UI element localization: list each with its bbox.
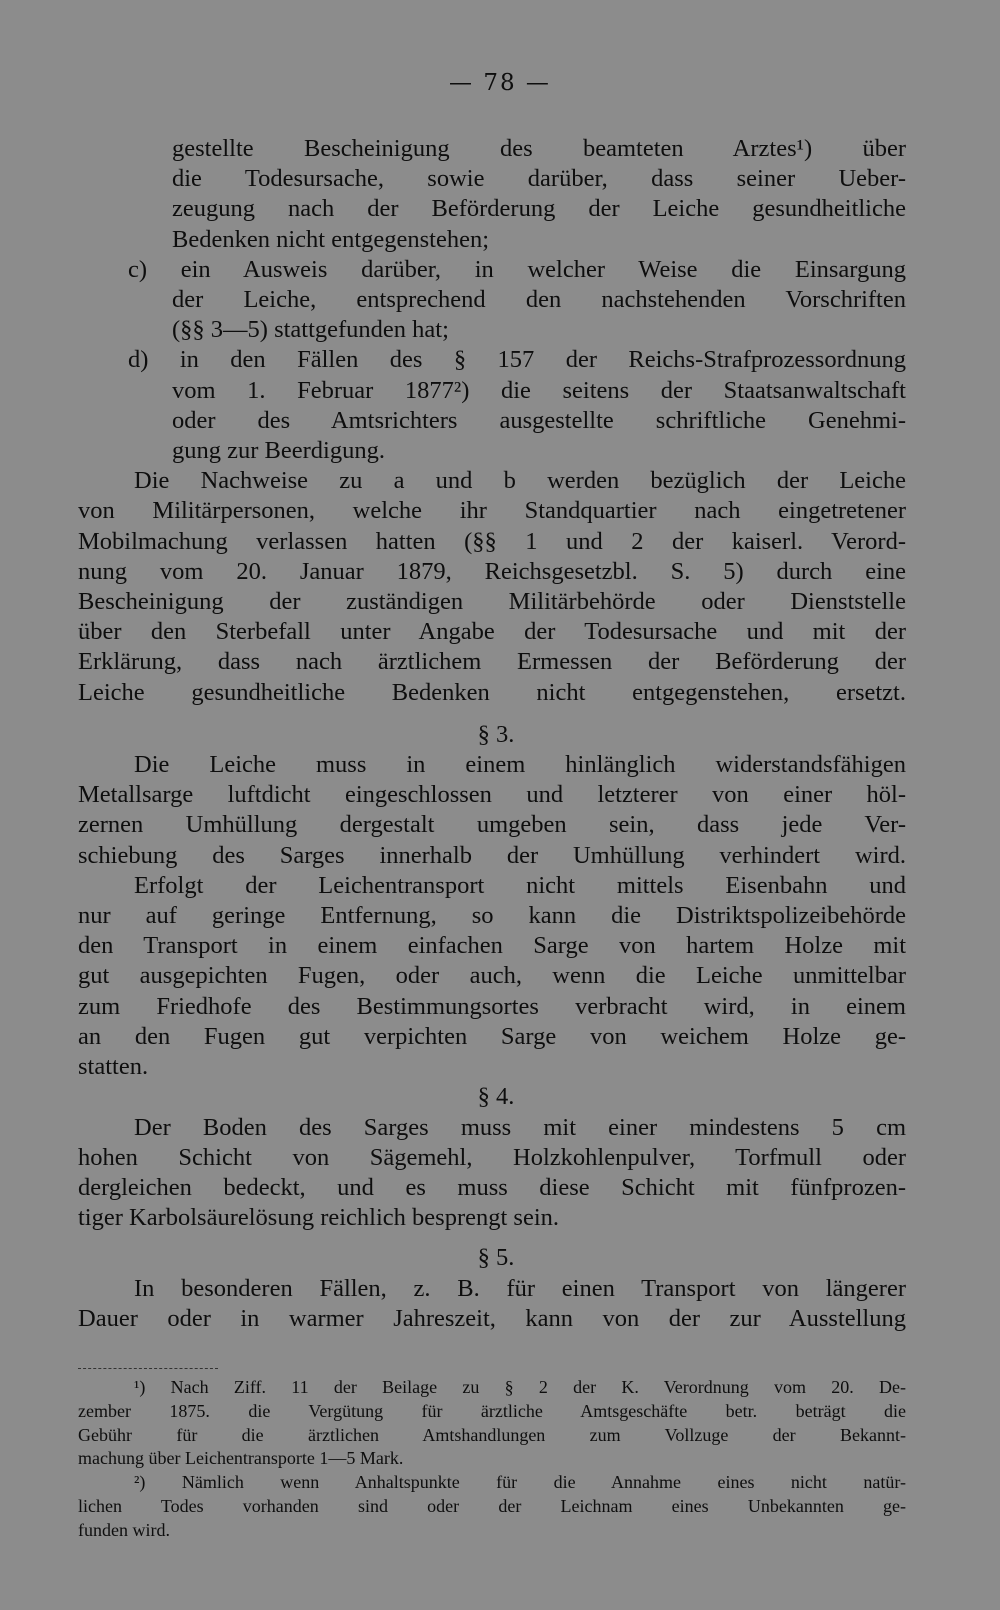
text-line: von Militärpersonen, welche ihr Standquartier nach eingetretener <box>78 497 906 525</box>
text-line: Erklärung, dass nach ärztlichem Ermessen der Beförderung der <box>78 648 906 676</box>
text-line: gestellte Bescheinigung des beamteten Arztes¹) über <box>172 135 906 162</box>
text-line: nur auf geringe Entfernung, so kann die Distriktspolizeibehörde <box>78 902 906 930</box>
footnote-line: funden wird. <box>78 1519 170 1540</box>
text-line: (§§ 3—5) stattgefunden hat; <box>172 316 449 344</box>
text-line: gut ausgepichten Fugen, oder auch, wenn die Leiche unmittelbar <box>78 962 906 990</box>
text-line: hohen Schicht von Sägemehl, Holzkohlenpulver, Torfmull oder <box>78 1143 906 1171</box>
text-line: der Leiche, entsprechend den nachstehenden Vorschriften <box>172 286 906 314</box>
text-line: dergleichen bedeckt, und es muss diese Schicht mit fünfprozen- <box>78 1173 906 1201</box>
text-line: c) ein Ausweis darüber, in welcher Weise die Einsargung <box>128 255 906 283</box>
text-line: Metallsarge luftdicht eingeschlossen und letzterer von einer höl- <box>78 781 906 809</box>
text-line: nung vom 20. Januar 1879, Reichsgesetzbl. S. 5) durch eine <box>78 557 906 585</box>
text-line: Die Nachweise zu a und b werden bezüglich der Leiche <box>134 467 906 495</box>
text-line: Der Boden des Sarges muss mit einer mindestens 5 cm <box>134 1113 906 1141</box>
footnote-line: ²) Nämlich wenn Anhaltspunkte für die Annahme eines nicht natür- <box>134 1472 906 1493</box>
text-line: Dauer oder in warmer Jahreszeit, kann von der zur Ausstellung <box>78 1304 906 1332</box>
text-line: gung zur Beerdigung. <box>172 437 385 465</box>
text-line: d) in den Fällen des § 157 der Reichs-Strafprozessordnung <box>128 346 906 374</box>
text-line: die Todesursache, sowie darüber, dass seiner Ueber- <box>172 165 906 193</box>
text-line: an den Fugen gut verpichten Sarge von weichem Holze ge- <box>78 1022 906 1050</box>
footnote-line: ¹) Nach Ziff. 11 der Beilage zu § 2 der K. Verordnung vom 20. De- <box>134 1377 906 1397</box>
text-line: zeugung nach der Beförderung der Leiche gesundheitliche <box>172 195 906 223</box>
footnote-line: lichen Todes vorhanden sind oder der Leichnam eines Unbekannten ge- <box>78 1495 906 1516</box>
text-line: statten. <box>78 1053 149 1081</box>
footnote-line: Gebühr für die ärztlichen Amtshandlungen zum Vollzuge der Bekannt- <box>78 1424 906 1445</box>
section-heading: § 3. <box>477 720 515 748</box>
page-number-header: — 78 — <box>449 70 551 96</box>
text-line: zernen Umhüllung dergestalt umgeben sein, dass jede Ver- <box>78 811 906 839</box>
text-line: tiger Karbolsäurelösung reichlich besprengt sein. <box>78 1204 560 1232</box>
main-text <box>78 134 906 1334</box>
footnote-divider <box>78 1368 218 1369</box>
text-line: Erfolgt der Leichentransport nicht mittels Eisenbahn und <box>134 871 906 899</box>
text-line: Bedenken nicht entgegenstehen; <box>172 225 490 253</box>
text-line: vom 1. Februar 1877²) die seitens der Staatsanwaltschaft <box>172 376 906 404</box>
text-line: oder des Amtsrichters ausgestellte schriftliche Genehmi- <box>172 406 906 434</box>
text-line: Leiche gesundheitliche Bedenken nicht entgegenstehen, ersetzt. <box>78 678 906 706</box>
text-line: In besonderen Fällen, z. B. für einen Transport von längerer <box>134 1274 906 1302</box>
text-line: über den Sterbefall unter Angabe der Todesursache und mit der <box>78 618 906 646</box>
text-line: Bescheinigung der zuständigen Militärbehörde oder Dienststelle <box>78 588 906 616</box>
section-heading: § 5. <box>477 1244 515 1272</box>
footnote-line: zember 1875. die Vergütung für ärztliche Amtsgeschäfte betr. beträgt die <box>78 1400 906 1421</box>
text-line: Mobilmachung verlassen hatten (§§ 1 und 2 der kaiserl. Verord- <box>78 527 906 555</box>
text-line: zum Friedhofe des Bestimmungsortes verbracht wird, in einem <box>78 992 906 1020</box>
text-line: Die Leiche muss in einem hinlänglich widerstandsfähigen <box>134 751 906 779</box>
section-heading: § 4. <box>477 1083 515 1111</box>
footnote-line: machung über Leichentransporte 1—5 Mark. <box>78 1448 404 1469</box>
footnotes <box>78 1376 906 1543</box>
text-line: schiebung des Sarges innerhalb der Umhüllung verhindert wird. <box>78 841 906 869</box>
text-line: den Transport in einem einfachen Sarge von hartem Holze mit <box>78 932 906 960</box>
